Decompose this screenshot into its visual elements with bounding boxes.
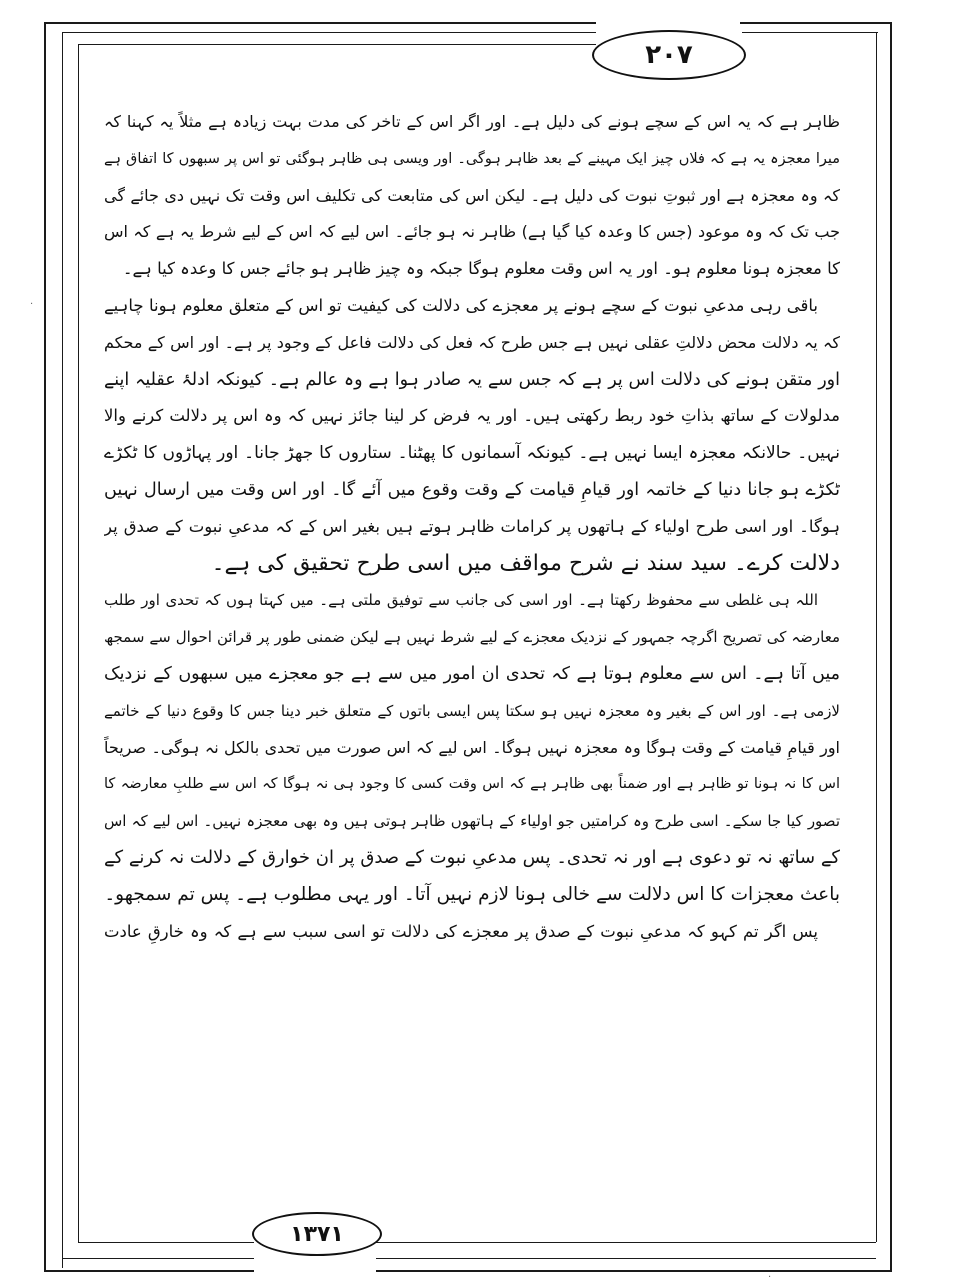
text-line: کا معجزہ ہونا معلوم ہو۔ اور یہ اس وقت معلوم ہوگا جبکہ وہ چیز ظاہر ہو جائے جس کا وعدہ کیا ہے۔	[122, 259, 840, 279]
frame-right-inner-line	[876, 32, 877, 1242]
frame-left-outer-line	[44, 22, 46, 1272]
footer-page-badge	[252, 1212, 382, 1256]
frame-top-right-line	[740, 22, 892, 24]
text-line: اور قیامِ قیامت کے وقت ہوگا وہ معجزہ نہیں ہوگا۔ اس لیے کہ اس صورت میں تحدی بالکل نہ ہوگی۔ صریحاً	[104, 737, 840, 757]
text-line: ظاہر ہے کہ یہ اس کے سچے ہونے کی دلیل ہے۔ اور اگر اس کے تاخر کی مدت بہت زیادہ ہے مثلاً یہ کہنا کہ	[104, 112, 840, 131]
text-line: تصور کیا جا سکے۔ اسی طرح وہ کرامتیں جو اولیاء کے ہاتھوں ظاہر ہوتی ہیں وہ بھی معجزہ نہیں۔ اس لیے کہ اس	[104, 812, 840, 831]
text-line: میرا معجزہ یہ ہے کہ فلاں چیز ایک مہینے کے بعد ظاہر ہوگی۔ اور ویسی ہی ظاہر ہوگئی تو اس پر سبھوں کا اتفاق ہے	[104, 150, 840, 167]
frame-bottom-right-line	[376, 1270, 892, 1272]
frame-top-left-line	[44, 22, 596, 24]
footer-page-number: ١٣٧١	[290, 1221, 344, 1247]
frame-bottom-inner2-right-line	[376, 1242, 876, 1243]
stray-mark: .	[30, 296, 34, 307]
text-line: کہ وہ معجزہ ہے اور ثبوتِ نبوت کی دلیل ہے۔ لیکن اس کی متابعت کی تکلیف اس وقت تک نہیں دی جائے گی	[104, 185, 840, 205]
stray-mark: ·	[768, 1272, 772, 1283]
frame-left-inner2-line	[78, 44, 79, 1242]
text-line: لازمی ہے۔ اور اس کے بغیر وہ معجزہ نہیں ہو سکتا پس ایسی باتوں کے متعلق خبر دینا جس کا وقوع دنیا کے خاتمے	[104, 701, 840, 720]
text-line: میں آتا ہے۔ اس سے معلوم ہوتا ہے کہ تحدی ان امور میں سے ہے جو معجزے میں سبھوں کے نزدیک	[104, 663, 840, 684]
text-line: مدلولات کے ساتھ بذاتِ خود ربط رکھتی ہیں۔ اور یہ فرض کر لینا جائز نہیں کہ وہ اس پر دلالت کرنے والا	[104, 406, 840, 426]
frame-left-inner-line	[62, 32, 63, 1268]
text-line: معارضہ کی تصریح اگرچہ جمہور کے نزدیک معجزے کے لیے شرط نہیں ہے لیکن ضمنی طور پر قرائن احوال سے سمجھ	[104, 628, 840, 647]
text-line: اللہ ہی غلطی سے محفوظ رکھتا ہے۔ اور اسی کی جانب سے توفیق ملتی ہے۔ میں کہتا ہوں کہ تحدی اور طلب	[104, 591, 818, 610]
frame-top-inner-line	[62, 32, 596, 33]
text-line: پس اگر تم کہو کہ مدعیِ نبوت کے صدق پر معجزے کی دلالت تو اسی سبب سے ہے کہ وہ خارقِ عادت	[104, 921, 818, 941]
text-line: اور متقن ہونے کی دلالت اس پر ہے کہ جس سے یہ صادر ہوا ہے وہ عالم ہے۔ کیونکہ ادلۂ عقلیہ اپنے	[104, 369, 840, 390]
text-line: نہیں۔ حالانکہ معجزہ ایسا نہیں ہے۔ کیونکہ آسمانوں کا پھٹنا۔ ستاروں کا جھڑ جانا۔ اور پہاڑوں کا ٹکڑے	[104, 443, 840, 464]
text-line: ٹکڑے ہو جانا دنیا کے خاتمہ اور قیامِ قیامت کے وقت وقوع میں آئے گا۔ اور اس وقت میں ارسال نہیں	[104, 479, 840, 500]
frame-right-outer-line	[890, 22, 892, 1272]
text-line: باعث معجزات کا اس دلالت سے خالی ہونا لازم نہیں آتا۔ اور یہی مطلوب ہے۔ پس تم سمجھو۔	[104, 883, 840, 905]
frame-bottom-inner2-left-line	[78, 1242, 254, 1243]
text-line: دلالت کرے۔ سید سند نے شرح مواقف میں اسی طرح تحقیق کی ہے۔	[211, 550, 840, 576]
frame-bottom-left-line	[44, 1270, 254, 1272]
page-number-badge	[592, 30, 746, 80]
page-number: ۲۰۷	[645, 40, 693, 70]
text-line: کہ یہ دلالت محض دلالتِ عقلی نہیں ہے جس طرح کہ فعل کی دلالت فاعل کے وجود پر ہے۔ اور اس کے محکم	[104, 332, 840, 352]
frame-bottom-inner-left-line	[62, 1258, 254, 1259]
text-line: باقی رہی مدعیِ نبوت کے سچے ہونے پر معجزے کی دلالت کی کیفیت تو اس کے متعلق معلوم ہونا چاہیے	[104, 295, 818, 315]
page-body-text	[104, 104, 840, 950]
frame-top-inner-right-line	[742, 32, 878, 33]
text-line: اس کا نہ ہونا تو ظاہر ہے اور ضمناً بھی ظاہر ہے کہ اس وقت کسی کا وجود ہی نہ ہوگا کہ اس سے طلبِ معارضہ کا	[104, 776, 840, 793]
frame-top-small-line	[78, 44, 596, 45]
text-line: ہوگا۔ اور اسی طرح اولیاء کے ہاتھوں پر کرامات ظاہر ہوتے ہیں بغیر اس کے کہ مدعیِ نبوت کے صدق پر	[104, 516, 840, 536]
text-line: جب تک کہ وہ موعود (جس کا وعدہ کیا گیا ہے) ظاہر نہ ہو جائے۔ اس لیے کہ اس کے لیے شرط یہ ہے کہ اس	[104, 222, 840, 242]
frame-bottom-inner-right-line	[376, 1258, 876, 1259]
text-line: کے ساتھ نہ تو دعوی ہے اور نہ تحدی۔ پس مدعیِ نبوت کے صدق پر ان خوارق کے دلالت نہ کرنے کے	[104, 846, 840, 868]
